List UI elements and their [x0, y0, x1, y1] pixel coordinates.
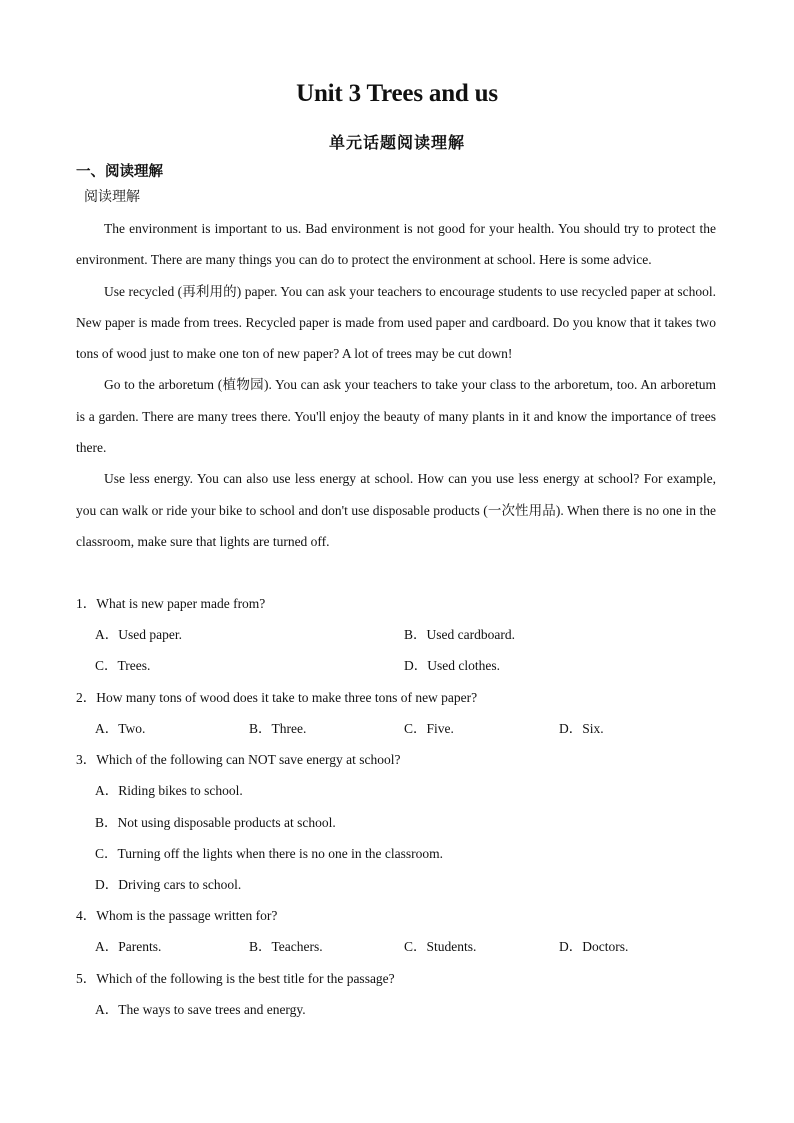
question-3-option-b: B．Not using disposable products at school. — [95, 815, 336, 830]
question-2-option-a: A．Two. — [95, 721, 146, 736]
question-5-option-a: A．The ways to save trees and energy. — [95, 1002, 306, 1017]
passage-paragraph: Use less energy. You can also use less energy at school. How can you use less energy at school? For example, you can walk or ride your bike to school and don't use disposable products (一次性用品). When there is no one in the classroom, make sure that lights are turned off. — [76, 471, 716, 549]
page-title: Unit 3 Trees and us — [296, 80, 498, 107]
reading-passage — [76, 213, 716, 557]
question-4: 4．Whom is the passage written for? — [76, 908, 278, 923]
question-1-option-c: C．Trees. — [95, 658, 151, 673]
question-1-option-d: D．Used clothes. — [404, 658, 500, 673]
question-3: 3．Which of the following can NOT save energy at school? — [76, 752, 401, 767]
question-4-option-d: D．Doctors. — [559, 939, 629, 954]
question-4-option-a: A．Parents. — [95, 939, 162, 954]
section-heading: 一、阅读理解 — [76, 164, 163, 180]
question-4-option-c: C．Students. — [404, 939, 477, 954]
question-2-option-c: C．Five. — [404, 721, 454, 736]
question-1: 1．What is new paper made from? — [76, 596, 266, 611]
passage-paragraph: Go to the arboretum (植物园). You can ask your teachers to take your class to the arboretum, too. An arboretum is a garden. There are many trees there. You'll enjoy the beauty of many plants in it and know the importance of trees there. — [76, 377, 716, 456]
section-subheading: 阅读理解 — [84, 189, 140, 205]
question-1-option-b: B．Used cardboard. — [404, 627, 515, 642]
question-4-option-b: B．Teachers. — [249, 939, 323, 954]
question-3-option-c: C．Turning off the lights when there is no one in the classroom. — [95, 846, 443, 861]
question-2-option-b: B．Three. — [249, 721, 307, 736]
question-2: 2．How many tons of wood does it take to make three tons of new paper? — [76, 690, 478, 705]
question-3-option-d: D．Driving cars to school. — [95, 877, 242, 892]
question-3-option-a: A．Riding bikes to school. — [95, 783, 243, 798]
question-5: 5．Which of the following is the best title for the passage? — [76, 971, 395, 986]
passage-paragraph: The environment is important to us. Bad environment is not good for your health. You should try to protect the environment. There are many things you can do to protect the environment at school. Here is some advice. — [76, 221, 716, 268]
passage-paragraph: Use recycled (再利用的) paper. You can ask your teachers to encourage students to use recycled paper at school. New paper is made from trees. Recycled paper is made from used paper and cardboard. Do you know that it takes two tons of wood just to make one ton of new paper? A lot of trees may be cut down! — [76, 283, 716, 362]
question-2-option-d: D．Six. — [559, 721, 604, 736]
question-1-option-a: A．Used paper. — [95, 627, 182, 642]
page-subtitle: 单元话题阅读理解 — [328, 133, 465, 152]
